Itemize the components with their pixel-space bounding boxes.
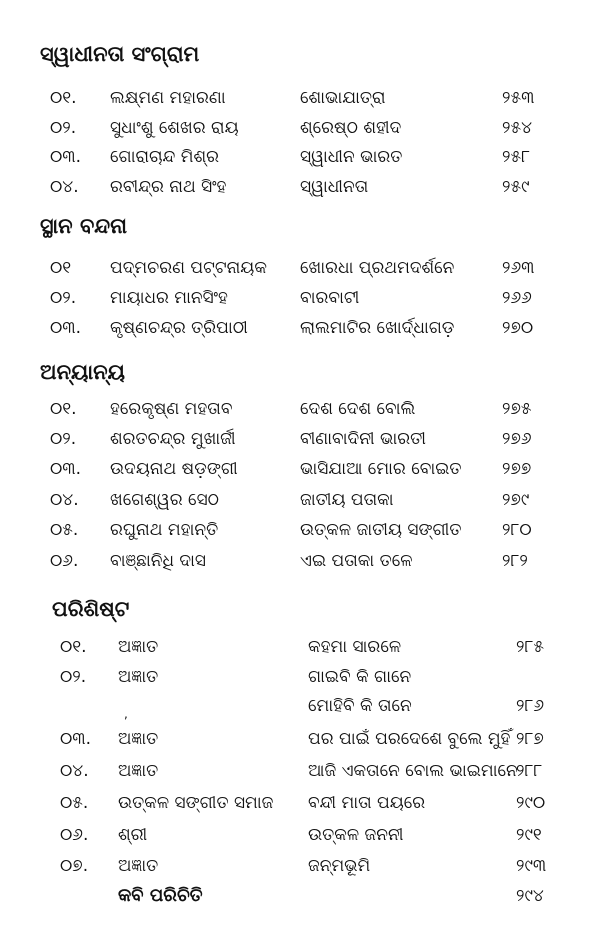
entry-number: ୦୧	[50, 258, 72, 278]
toc-row	[0, 724, 600, 754]
toc-row	[0, 424, 600, 454]
toc-row	[0, 454, 600, 484]
toc-row	[0, 313, 600, 343]
section-heading-appendix: ପରିଶିଷ୍ଟ	[52, 597, 130, 621]
entry-title: ଖୋରଧା ପ୍ରଥମଦର୍ଶନେ	[300, 258, 455, 278]
entry-title: ଶ୍ରେଷ୍ଠ ଶହୀଦ	[300, 118, 402, 138]
entry-author: ବାଞ୍ଛାନିଧି ଦାସ	[110, 551, 207, 571]
entry-page: ୨୮୨	[502, 551, 528, 571]
entry-number: ୦୬.	[50, 551, 79, 571]
entry-page: ୨୮୮	[516, 761, 543, 781]
entry-number: ୦୨.	[50, 429, 77, 449]
entry-page: ୨୯୦	[516, 793, 546, 813]
section-heading-others: ଅନ୍ୟାନ୍ୟ	[40, 360, 125, 384]
entry-page: ୨୯୪	[516, 886, 544, 906]
section-heading-place-tribute: ସ୍ଥାନ ବନ୍ଦନା	[40, 214, 127, 238]
entry-number: ୦୪.	[50, 490, 79, 510]
entry-author: ଲକ୍ଷ୍ମଣ ମହାରଣା	[110, 88, 226, 108]
toc-row	[0, 394, 600, 424]
entry-title: ସ୍ୱାଧୀନତା	[300, 177, 369, 197]
entry-number: ୦୪.	[50, 177, 79, 197]
toc-row-poet-introduction	[0, 881, 600, 911]
entry-author: ଅଜ୍ଞାତ	[118, 856, 159, 876]
entry-author: ଅଜ୍ଞାତ	[118, 637, 159, 657]
entry-page: ୨୯୧	[516, 825, 542, 845]
entry-number: ୦୩.	[60, 729, 92, 749]
entry-page: ୨୮୬	[516, 696, 545, 716]
entry-author: କୃଷ୍ଣଚନ୍ଦ୍ର ତ୍ରିପାଠୀ	[110, 318, 248, 338]
entry-number: ୦୭.	[60, 856, 89, 876]
entry-author: ରବୀନ୍ଦ୍ର ନାଥ ସିଂହ	[110, 177, 227, 197]
poet-introduction-label: କବି ପରିଚିତି	[118, 885, 203, 906]
entry-page: ୨୫୩	[502, 88, 535, 108]
entry-author: ଶରତଚନ୍ଦ୍ର ମୁଖାର୍ଜୀ	[110, 429, 236, 449]
entry-title: ବାରବାଟୀ	[300, 288, 360, 308]
entry-page: ୨୮୭	[516, 729, 544, 749]
entry-title: ଆଜି ଏକତାନେ ବୋଲ ଭାଇମାନେ	[308, 761, 518, 781]
entry-number: ୦୧.	[50, 88, 77, 108]
entry-page: ୨୭୯	[502, 490, 530, 510]
entry-author: ଅଜ୍ଞାତ	[118, 761, 159, 781]
toc-row	[0, 485, 600, 515]
entry-page: ୨୫୮	[502, 147, 530, 167]
toc-row	[0, 142, 600, 172]
toc-row	[0, 113, 600, 143]
entry-title: ଭାସିଯାଆ ମୋର ବୋଇତ	[300, 459, 462, 479]
entry-page: ୨୮୦	[502, 520, 532, 540]
entry-title: କହମା ସାରଳେ	[308, 637, 402, 657]
toc-row	[0, 788, 600, 818]
entry-author: ଉଦୟନାଥ ଷଡ଼ଙ୍ଗୀ	[110, 459, 238, 479]
entry-title: ଦେଶ ଦେଶ ବୋଲି	[300, 399, 416, 419]
toc-row	[0, 632, 600, 662]
section-heading-freedom-struggle: ସ୍ୱାଧୀନତା ସଂଗ୍ରାମ	[40, 42, 200, 66]
entry-author: ମାୟାଧର ମାନସିଂହ	[110, 288, 228, 308]
entry-number: ୦୩.	[50, 459, 82, 479]
entry-number: ୦୨.	[50, 288, 77, 308]
entry-page: ୨୫୯	[502, 177, 530, 197]
toc-row	[0, 662, 600, 692]
entry-number: ୦୩.	[50, 147, 82, 167]
entry-page: ୨୫୪	[502, 118, 532, 138]
entry-number: ୦୬.	[60, 825, 89, 845]
entry-title: ଗାଇବି କି ଗାନେ	[308, 667, 412, 687]
entry-number: ୦୩.	[50, 318, 82, 338]
entry-title: ଉତ୍କଳ ଜନନୀ	[308, 825, 404, 845]
entry-author: ଅଜ୍ଞାତ	[118, 667, 159, 687]
toc-row	[0, 756, 600, 786]
entry-title: ଜନ୍ମଭୂମି	[308, 856, 371, 876]
entry-title: ସ୍ୱାଧୀନ ଭାରତ	[300, 147, 403, 167]
entry-author: ପଦ୍ମଚରଣ ପଟ୍ଟନାୟକ	[110, 258, 267, 278]
entry-page: ୨୮୫	[516, 637, 544, 657]
entry-author: ଗୋରାଚାନ୍ଦ ମିଶ୍ର	[110, 147, 219, 167]
entry-title: ବନ୍ଦୀ ମାତା ପୟରେ	[308, 793, 426, 813]
entry-page: ୨୭୫	[502, 399, 532, 419]
entry-page: ୨୯୩	[516, 856, 547, 876]
entry-author: ରଘୁନାଥ ମହାନ୍ତି	[110, 520, 219, 540]
toc-row-continuation	[0, 691, 600, 721]
entry-title: ଜାତୀୟ ପତାକା	[300, 490, 394, 510]
stray-mark: ,	[124, 707, 128, 721]
entry-author: ଶ୍ରୀ	[118, 825, 148, 845]
entry-number: ୦୫.	[60, 793, 89, 813]
entry-page: ୨୬୬	[502, 288, 532, 308]
toc-row	[0, 851, 600, 881]
toc-row	[0, 172, 600, 202]
entry-number: ୦୧.	[60, 637, 87, 657]
entry-title: ଲାଲମାଟିର ଖୋର୍ଦ୍ଧାଗଡ଼	[300, 318, 455, 338]
toc-row	[0, 515, 600, 545]
entry-page: ୨୬୩	[502, 258, 535, 278]
entry-title: ପର ପାଇଁ ପରଦେଶେ ବୁଲେ ମୁହିଁ	[308, 729, 511, 749]
entry-page: ୨୭୬	[502, 429, 532, 449]
toc-row	[0, 546, 600, 576]
toc-row	[0, 253, 600, 283]
entry-page: ୨୭୭	[502, 459, 532, 479]
entry-title: ଏଇ ପତାକା ତଳେ	[300, 551, 413, 571]
entry-number: ୦୨.	[50, 118, 77, 138]
entry-number: ୦୫.	[50, 520, 79, 540]
entry-author: ଖଗେଶ୍ୱର ସେଠ	[110, 490, 220, 510]
entry-number: ୦୪.	[60, 761, 89, 781]
entry-author: ସୁଧାଂଶୁ ଶେଖର ରାୟ	[110, 118, 239, 138]
entry-author: ଅଜ୍ଞାତ	[118, 729, 159, 749]
entry-number: ୦୨.	[60, 667, 87, 687]
entry-title: ବୀଣାବାଦିନୀ ଭାରତୀ	[300, 429, 426, 449]
entry-author: ହରେକୃଷ୍ଣ ମହତାବ	[110, 399, 233, 419]
entry-title: ଶୋଭାଯାତ୍ରା	[300, 88, 386, 108]
toc-row	[0, 820, 600, 850]
entry-number: ୦୧.	[50, 399, 77, 419]
entry-page: ୨୭୦	[502, 318, 534, 338]
toc-row	[0, 283, 600, 313]
toc-row	[0, 83, 600, 113]
entry-author: ଉତ୍କଳ ସଙ୍ଗୀତ ସମାଜ	[118, 793, 274, 813]
entry-title: ଉତ୍କଳ ଜାତୀୟ ସଙ୍ଗୀତ	[300, 520, 462, 540]
entry-title: ମୋହିବି କି ତାନେ	[308, 696, 412, 716]
